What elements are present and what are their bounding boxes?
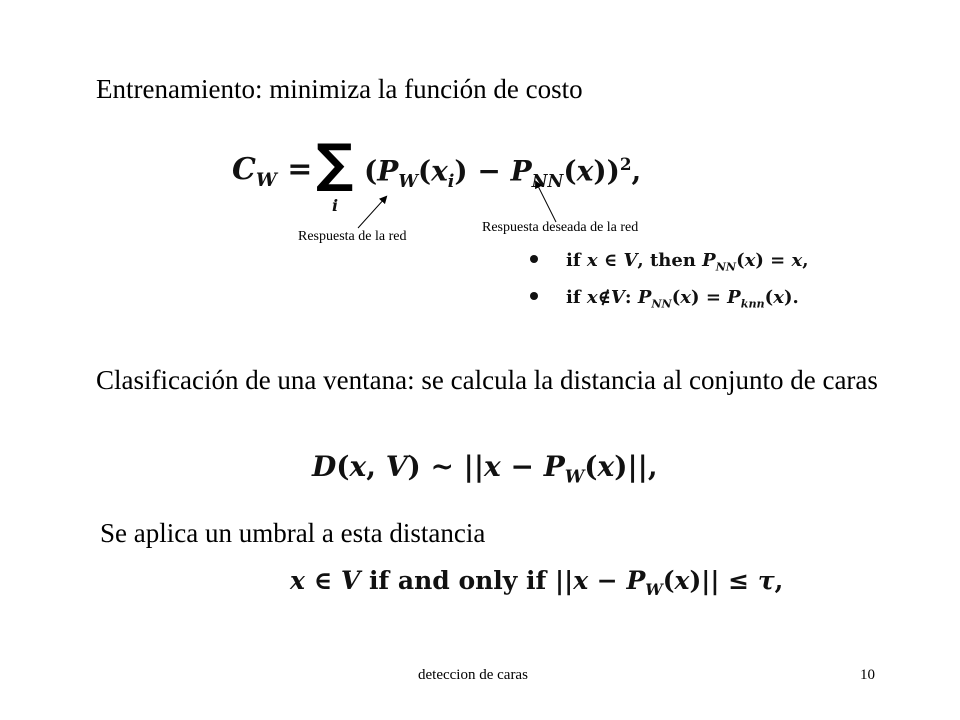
annotation-desired-response: Respuesta deseada de la red	[482, 220, 639, 235]
classification-text: Clasificación de una ventana: se calcula la distancia al conjunto de caras	[96, 365, 878, 395]
cost-function-formula: $C_W$ = ∑ i $(P_W(x_i) - P_{NN}(x))^2$,	[232, 134, 642, 215]
condition-item: if x ∈ V, then $P_{NN}(x) = x$,	[530, 246, 809, 283]
bullet-icon	[530, 255, 538, 263]
arrow-desired-response	[536, 182, 556, 222]
arrow-network-response	[358, 197, 386, 228]
annotation-network-response: Respuesta de la red	[298, 229, 407, 244]
page-number: 10	[860, 667, 875, 683]
condition-list	[530, 246, 809, 319]
distance-formula: D(x, V) ~ $||x - P_W(x)||$,	[312, 450, 658, 488]
slide-heading: Entrenamiento: minimiza la función de costo	[96, 74, 583, 104]
bullet-icon	[530, 292, 538, 300]
threshold-text: Se aplica un umbral a esta distancia	[100, 518, 486, 548]
condition-item: if x∉V: $P_{NN}(x) = P_{knn}(x)$.	[530, 283, 809, 320]
footer-title: deteccion de caras	[418, 667, 528, 683]
threshold-formula: x ∈ V if and only if $||x - P_W(x)|| \le \tau$,	[290, 566, 784, 599]
